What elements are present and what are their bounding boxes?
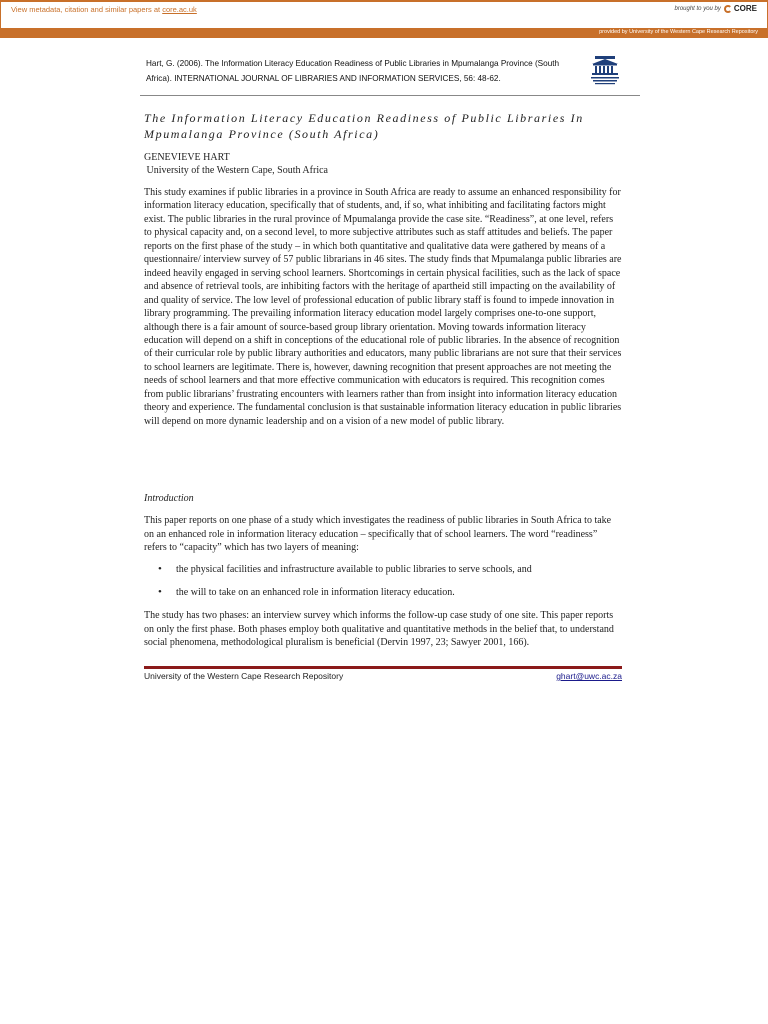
core-brand: CORE bbox=[733, 4, 757, 13]
citation-divider bbox=[140, 95, 640, 96]
core-view-link[interactable]: core.ac.uk bbox=[162, 5, 197, 14]
university-building-logo-icon bbox=[588, 55, 622, 85]
bullet-text: the physical facilities and infrastructure available to public libraries to serve schools, and bbox=[176, 564, 532, 575]
bullet-text: the will to take on an enhanced role in information literacy education. bbox=[176, 587, 455, 598]
list-item bbox=[144, 563, 622, 586]
core-logo-icon bbox=[724, 5, 732, 13]
author-name: GENEVIEVE HART bbox=[144, 152, 230, 163]
readiness-bullet-list bbox=[144, 563, 622, 609]
footer-divider bbox=[144, 666, 622, 669]
core-view-metadata-link[interactable] bbox=[11, 5, 197, 14]
footer-email-link[interactable]: ghart@uwc.ac.za bbox=[556, 671, 622, 681]
core-banner bbox=[0, 0, 768, 29]
introduction-paragraph: This paper reports on one phase of a study which investigates the readiness of public libraries in South Africa to take on an enhanced role in information literacy education – specifically that of school learners. The word “readiness” refers to “capacity” which has two layers of meaning: bbox=[144, 515, 612, 553]
author-affiliation: University of the Western Cape, South Africa bbox=[144, 165, 328, 176]
core-logo[interactable] bbox=[724, 4, 757, 13]
core-provided-by[interactable]: provided by University of the Western Cape Research Repository bbox=[599, 29, 758, 35]
introduction-heading: Introduction bbox=[144, 493, 194, 504]
article-title: The Information Literacy Education Readiness of Public Libraries In Mpumalanga Province (South Africa) bbox=[144, 111, 584, 141]
core-brought-by[interactable] bbox=[675, 4, 758, 13]
bullet-icon: • bbox=[158, 586, 162, 598]
citation-header: Hart, G. (2006). The Information Literacy Education Readiness of Public Libraries in Mpumalanga Province (South Africa). INTERNATIONAL JOURNAL OF LIBRARIES AND INFORMATION SERVICES, 56: 48-62. bbox=[146, 59, 560, 83]
footer-repository: University of the Western Cape Research Repository bbox=[144, 671, 344, 681]
core-brought-by-text: brought to you by bbox=[674, 5, 721, 12]
abstract-paragraph: This study examines if public libraries in a province in South Africa are ready to assume an enhanced responsibility for information literacy education, specifically that of students, and, if so, what inhibiting and facilitating factors might exist. The public libraries in the rural province of Mpumalanga provide the case site. “Readiness”, at one level, refers to physical capacity and, on a second level, to more subjective attributes such as staff attitudes and beliefs. The paper reports on the first phase of the study – in which both quantitative and qualitative data were gathered by means of a questionnaire/ interview survey of 57 public librarians in 46 sites. The study finds that Mpumalanga public libraries are indeed heavily engaged in serving school learners. Shortcomings in certain physical facilities, such as the lack of space and absence of retrieval tools, are inhibiting factors with the heritage of apartheid still impacting on the availability of and quality of service. The low level of professional education of public library staff is found to impede innovation in library programming. The prevailing information literacy education model largely comprises one-to-one support, although there is a fair amount of source-based group library orientation. Moving towards information literacy education will depend on a shift in conceptions of the educational role of public libraries. In the absence of recognition of their curricular role by public library authorities and educators, many public librarians are not sure that their services to school learners are legitimate. There is, however, dawning recognition that present approaches are not meeting the needs of school learners and that more effective communication with educators is required. This recognition comes from public librarians’ frustrating encounters with learners rather than from insight into information literacy education theory and experience. The fundamental conclusion is that sustainable information literacy education in public libraries will depend on more dynamic leadership and on a vision of a new model of public library. bbox=[144, 187, 622, 427]
list-item bbox=[144, 586, 622, 609]
core-view-text: View metadata, citation and similar papers at bbox=[11, 5, 163, 14]
phases-paragraph: The study has two phases: an interview survey which informs the follow-up case study of one site. This paper reports on only the first phase. Both phases employ both qualitative and quantitative methods in the belief that, to understand social phenomena, methodological pluralism is beneficial (Dervin 1997, 23; Sawyer 2001, 166). bbox=[144, 610, 614, 648]
bullet-icon: • bbox=[158, 563, 162, 575]
core-provided-bar bbox=[0, 28, 768, 38]
